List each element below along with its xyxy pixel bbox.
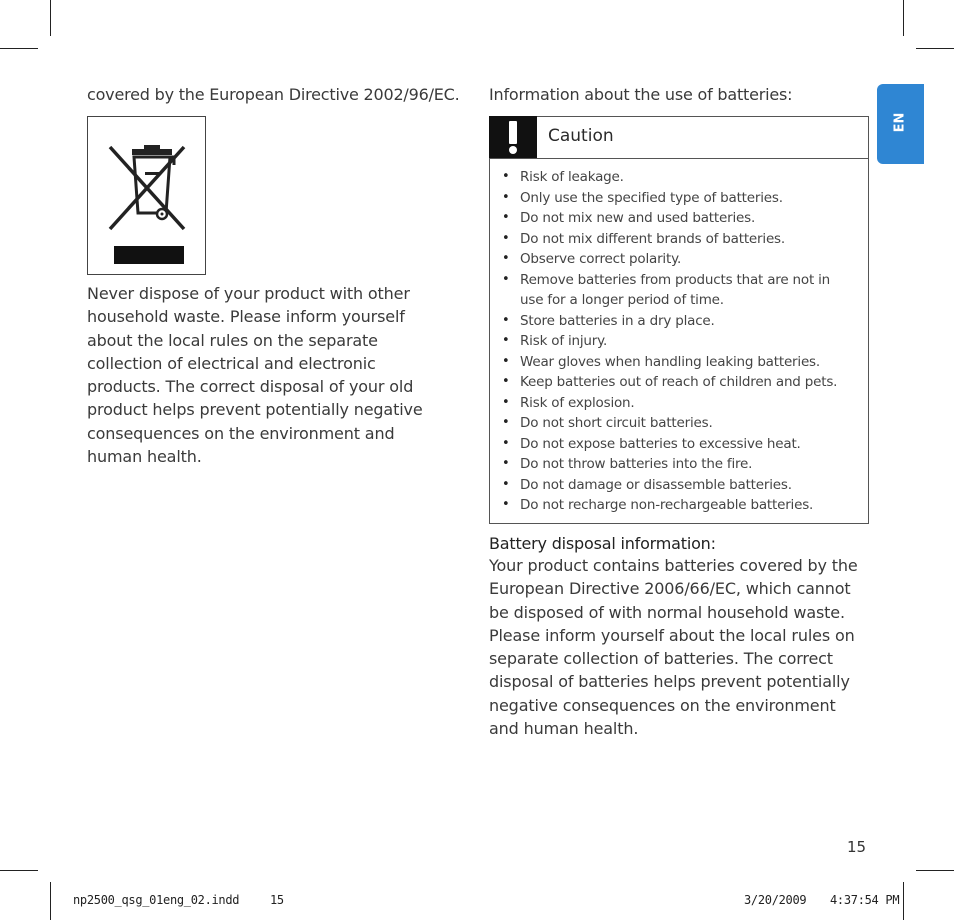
left-column [87,84,460,105]
caution-item-text: Do not damage or disassemble batteries. [520,476,792,493]
caution-list-item [500,270,855,311]
caution-item-text: Do not mix new and used batteries. [520,210,756,226]
crop-mark [0,870,38,871]
bullet-icon: • [502,251,510,266]
caution-item-text: Remove batteries from products that are not in use for a longer period of time. [520,271,831,308]
caution-list-item [500,434,855,455]
caution-list-item [500,413,855,434]
caution-list [500,167,855,516]
bullet-icon: • [502,210,510,225]
bullet-icon: • [502,189,510,205]
language-tab-label: EN [892,112,908,133]
caution-item-text: Do not expose batteries to excessive heat. [520,435,801,452]
bullet-icon: • [502,353,510,369]
caution-item-text: Risk of leakage. [520,169,624,185]
caution-list-item [500,311,855,332]
caution-item-text: Risk of explosion. [520,394,635,411]
caution-item-text: Keep batteries out of reach of children and pets. [520,374,838,390]
crop-mark [903,0,904,36]
caution-header [490,117,868,159]
caution-list-item [500,495,855,516]
caution-item-text: Do not throw batteries into the fire. [520,456,753,472]
caution-list-item [500,167,855,188]
caution-list-item [500,475,855,496]
caution-box [489,116,869,524]
caution-item-text: Do not mix different brands of batteries. [520,230,785,247]
exclamation-icon [489,116,537,158]
bullet-icon: • [502,333,510,348]
bullet-icon: • [502,230,510,246]
directive-lead-text: covered by the European Directive 2002/96/EC. [87,85,460,104]
bullet-icon: • [502,394,510,410]
bullet-icon: • [502,476,510,492]
crop-mark [50,0,51,36]
caution-item-text: Wear gloves when handling leaking batteries. [520,353,820,370]
crossed-out-wheelie-bin-icon [87,116,206,275]
bullet-icon: • [502,456,510,471]
bullet-icon: • [502,415,510,430]
bullet-icon: • [502,374,510,389]
slug-file-name: np2500_qsg_01eng_02.indd [73,893,240,907]
slug-page-number: 15 [270,893,284,907]
caution-item-text: Do not short circuit batteries. [520,415,713,431]
bullet-icon: • [502,435,510,451]
caution-item-text: Store batteries in a dry place. [520,312,715,329]
crop-mark [916,48,954,49]
caution-list-item [500,372,855,393]
caution-item-text: Only use the specified type of batteries. [520,189,783,206]
disposal-section [87,282,452,468]
caution-list-item [500,454,855,475]
bullet-icon: • [502,312,510,328]
caution-list-item [500,352,855,373]
page-number: 15 [847,838,867,856]
crop-mark [903,882,904,920]
caution-item-text: Observe correct polarity. [520,251,682,267]
caution-item-text: Do not recharge non-rechargeable batteries. [520,497,814,513]
weee-bar [114,246,184,264]
crop-mark [916,870,954,871]
battery-disposal-title: Battery disposal information: [489,534,716,553]
caution-list-item [500,249,855,270]
caution-list-item [500,188,855,209]
slug-date: 3/20/2009 [744,893,807,907]
battery-disposal-paragraph: Your product contains batteries covered by the European Directive 2006/66/EC, which cannot be disposed of with normal household waste. Please inform yourself about the local rules on separate collection of batteries. The correct disposal of batteries helps prevent potentially negative consequences on the environment and human health. [489,556,858,739]
crop-mark [50,882,51,920]
bullet-icon: • [502,169,510,184]
caution-list-item [500,229,855,250]
caution-list-item [500,208,855,229]
right-column [489,84,869,105]
bullet-icon: • [502,497,510,512]
bullet-icon: • [502,271,510,287]
caution-item-text: Risk of injury. [520,333,608,349]
battery-info-lead-text: Information about the use of batteries: [489,85,793,104]
caution-list-item [500,393,855,414]
caution-list-item [500,331,855,352]
disposal-paragraph: Never dispose of your product with other household waste. Please inform yourself about the local rules on the separate collection of electrical and electronic products. The correct disposal of your old product helps prevent potentially negative consequences on the environment and human health. [87,284,423,467]
language-tab [877,84,924,164]
crop-mark [0,48,38,49]
slug-time: 4:37:54 PM [830,893,900,907]
battery-disposal-section [489,533,869,740]
caution-title: Caution [548,126,614,146]
